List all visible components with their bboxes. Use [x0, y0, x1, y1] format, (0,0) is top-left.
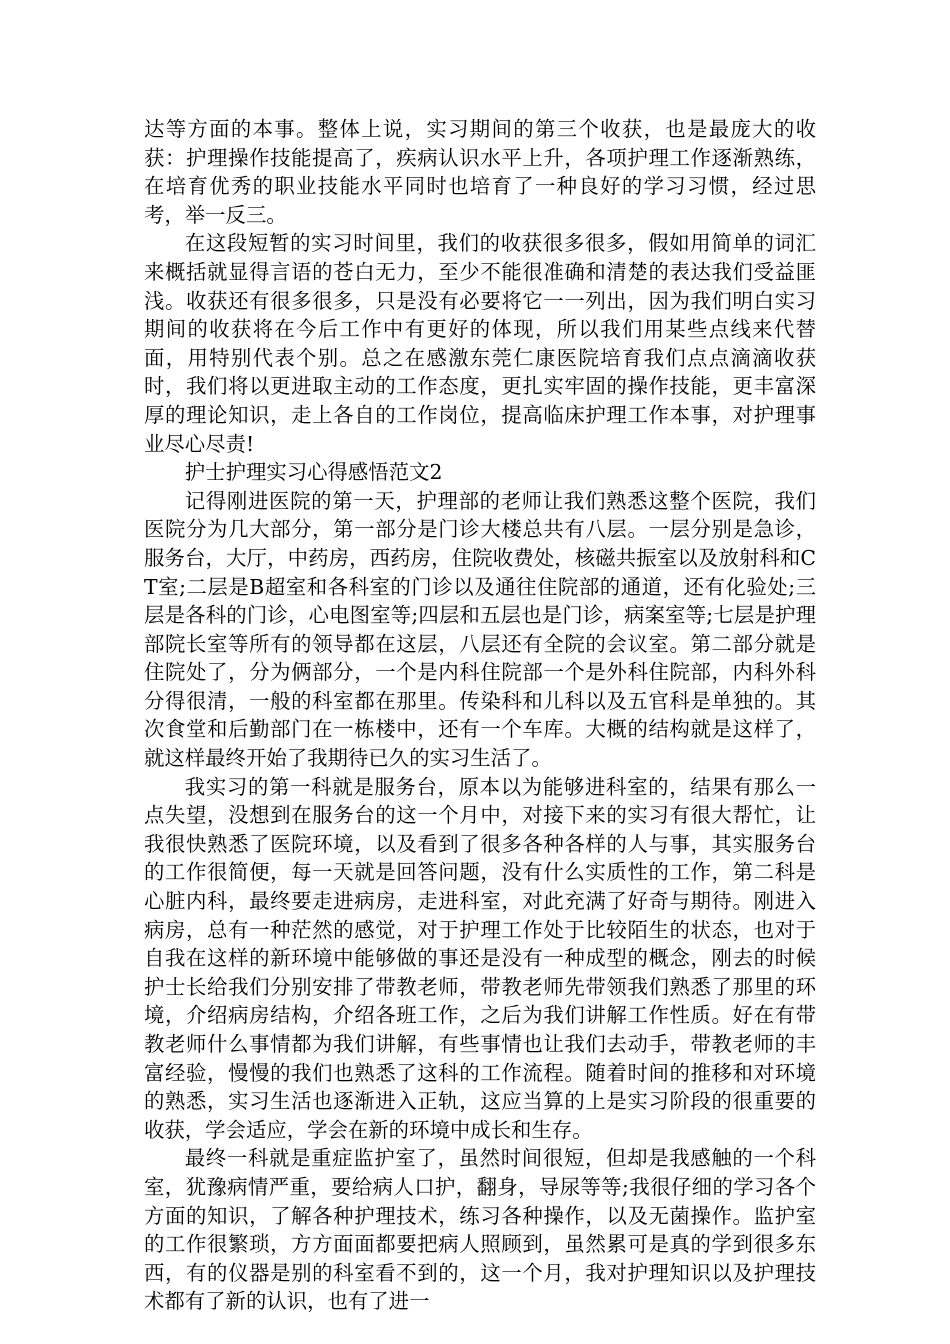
paragraph-summary: 在这段短暂的实习时间里，我们的收获很多很多，假如用简单的词汇来概括就显得言语的苍白无力，至少不能很准确和清楚的表达我们受益匪浅。收获还有很多很多，只是没有必要将它一一列出，因为我们明白实习期间的收获将在今后工作中有更好的体现，所以我们用某些点线来代替面，用特别代表个别。总之在感激东莞仁康医院培育我们点点滴滴收获时，我们将以更进取主动的工作态度，更扎实牢固的操作技能，更丰富深厚的理论知识，走上各自的工作岗位，提高临床护理工作本事，对护理事业尽心尽责!	[144, 231, 816, 456]
paragraph-first-department: 我实习的第一科就是服务台，原本以为能够进科室的，结果有那么一点失望，没想到在服务台的这一个月中，对接下来的实习有很大帮忙，让我很快熟悉了医院环境，以及看到了很多各种各样的人与事，其实服务台的工作很简便，每一天就是回答问题，没有什么实质性的工作，第二科是心脏内科，最终要走进病房，走进科室，对此充满了好奇与期待。刚进入病房，总有一种茫然的感觉，对于护理工作处于比较陌生的状态，也对于自我在这样的新环境中能够做的事还是没有一种成型的概念，刚去的时候护士长给我们分别安排了带教老师，带教老师先带领我们熟悉了那里的环境，介绍病房结构，介绍各班工作，之后为我们讲解工作性质。好在有带教老师什么事情都为我们讲解，有些事情也让我们去动手，带教老师的丰富经验，慢慢的我们也熟悉了这科的工作流程。随着时间的推移和对环境的熟悉，实习生活也逐渐进入正轨，这应当算的上是实习阶段的很重要的收获，学会适应，学会在新的环境中成长和生存。	[144, 774, 816, 1142]
paragraph-icu: 最终一科就是重症监护室了，虽然时间很短，但却是我感触的一个科室，犹豫病情严重，要给病人口护，翻身，导尿等等;我很仔细的学习各个方面的知识，了解各种护理技术，练习各种操作，以及无菌操作。监护室的工作很繁琐，方方面面都要把病人照顾到，虽然累可是真的学到很多东西，有的仪器是别的科室看不到的，这一个月，我对护理知识以及护理技术都有了新的认识，也有了进一	[144, 1146, 816, 1314]
paragraph-continuation: 达等方面的本事。整体上说，实习期间的第三个收获，也是最庞大的收获：护理操作技能提高了，疾病认识水平上升，各项护理工作逐渐熟练，在培育优秀的职业技能水平同时也培育了一种良好的学习习惯，经过思考，举一反三。	[144, 117, 816, 227]
document-page	[144, 115, 816, 1316]
section-heading: 护士护理实习心得感悟范文2	[184, 460, 443, 485]
paragraph-hospital-layout: 记得刚进医院的第一天，护理部的老师让我们熟悉这整个医院，我们医院分为几大部分，第一部分是门诊大楼总共有八层。一层分别是急诊，服务台，大厅，中药房，西药房，住院收费处，核磁共振室以及放射科和CT室;二层是B超室和各科室的门诊以及通往住院部的通道，还有化验处;三层是各科的门诊，心电图室等;四层和五层也是门诊，病案室等;七层是护理部院长室等所有的领导都在这层，八层还有全院的会议室。第二部分就是住院处了，分为俩部分，一个是内科住院部一个是外科住院部，内科外科分得很清，一般的科室都在那里。传染科和儿科以及五官科是单独的。其次食堂和后勤部门在一栋楼中，还有一个车库。大概的结构就是这样了，就这样最终开始了我期待已久的实习生活了。	[144, 488, 816, 771]
